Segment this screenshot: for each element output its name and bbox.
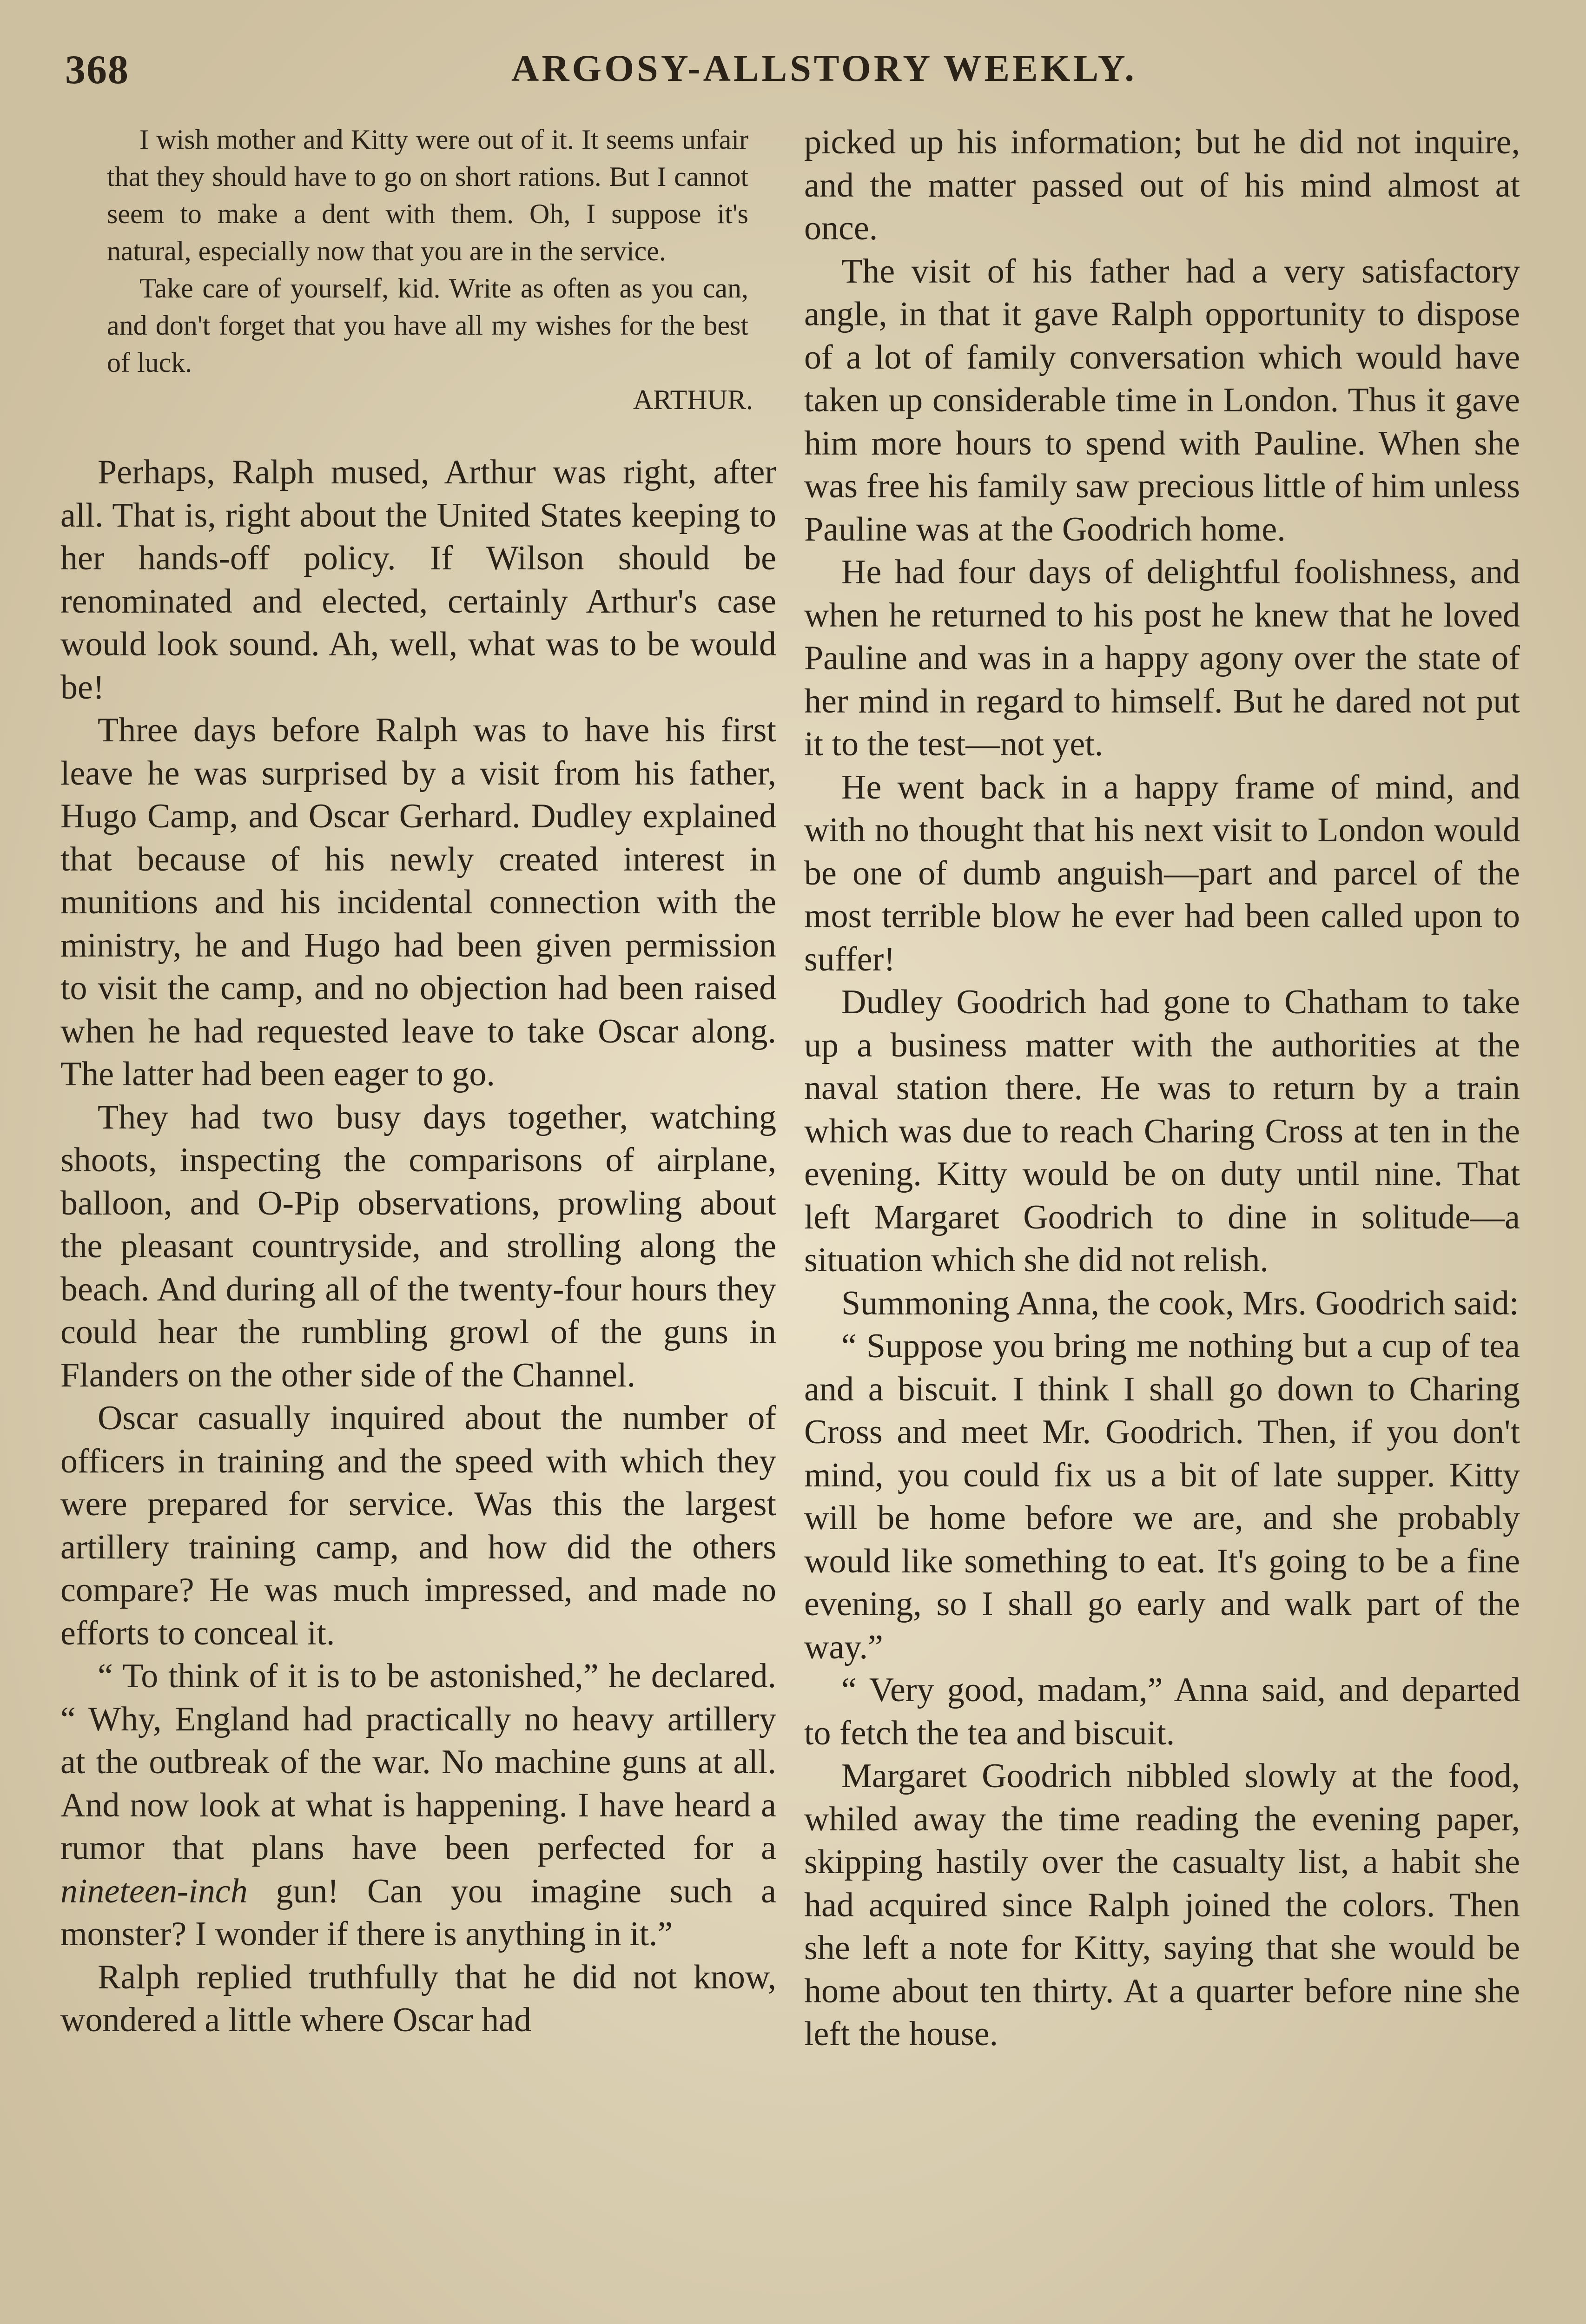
body-paragraph: “ Very good, madam,” Anna said, and departed to fetch the tea and biscuit. <box>804 1671 1520 1752</box>
running-head: ARGOSY-ALLSTORY WEEKLY. <box>511 47 1137 89</box>
quote-text: gun! Can you imagine such a monster? I wonder if there is anything in it.” <box>60 1872 776 1953</box>
body-paragraph: They had two busy days together, watching shoots, inspecting the comparisons of airplane, balloon, and O-Pip observations, prowling about the pleasant countryside, and strolling along the beach. And during all of the twenty-four hours they could hear the rumbling growl of the guns in Flanders on the other side of the Channel. <box>60 1098 776 1394</box>
body-paragraph: Dudley Goodrich had gone to Chatham to take up a business matter with the authorities at the naval station there. He was to return by a train which was due to reach Charing Cross at ten in the evening. Kitty would be on duty until nine. That left Margaret Goodrich to dine in solitude—a situation which she did not relish. <box>804 983 1520 1279</box>
body-paragraph: Perhaps, Ralph mused, Arthur was right, after all. That is, right about the United States keeping to her hands-off policy. If Wilson should be renominated and elected, certainly Arthur's case would look sound. Ah, well, what was to be would be! <box>60 453 776 706</box>
italic-text: nineteen-inch <box>60 1872 248 1910</box>
body-paragraph: Three days before Ralph was to have his first leave he was surprised by a visit from his father, Hugo Camp, and Oscar Gerhard. Dudley explained that because of his newly created interest in munitions and his incidental connection with the ministry, he and Hugo had been given permission to visit the camp, and no objection had been raised when he had requested leave to take Oscar along. The latter had been eager to go. <box>60 711 776 1093</box>
body-paragraph-quote <box>60 1655 776 1956</box>
body-paragraph: Ralph replied truthfully that he did not know, wondered a little where Oscar had <box>60 1958 776 2039</box>
body-paragraph: Margaret Goodrich nibbled slowly at the food, whiled away the time reading the evening paper, skipping hastily over the casualty list, a habit she had acquired since Ralph joined the colors. Then she left a note for Kitty, saying that she would be home about ten thirty. At a quarter before nine she left the house. <box>804 1757 1520 2053</box>
letter-paragraph: Take care of yourself, kid. Write as often as you can, and don't forget that you have all my wishes for the best of luck. <box>107 273 748 378</box>
right-column <box>804 121 1520 2056</box>
body-paragraph: The visit of his father had a very satisfactory angle, in that it gave Ralph opportunity to dispose of a lot of family conversation which would have taken up considerable time in London. Thus it gave him more hours to spend with Pauline. When she was free his family saw precious little of him unless Pauline was at the Goodrich home. <box>804 252 1520 548</box>
body-paragraph: He had four days of delightful foolishness, and when he returned to his post he knew that he loved Pauline and was in a happy agony over the state of her mind in regard to himself. But he dared not put it to the test—not yet. <box>804 553 1520 763</box>
body-paragraph: Summoning Anna, the cook, Mrs. Goodrich said: <box>841 1284 1519 1322</box>
letter-paragraph: I wish mother and Kitty were out of it. It seems unfair that they should have to go on short rations. But I cannot seem to make a dent with them. Oh, I suppose it's natural, especially now that you are in the service. <box>107 124 748 266</box>
body-paragraph: “ Suppose you bring me nothing but a cup of tea and a biscuit. I think I shall go down to Charing Cross and meet Mr. Goodrich. Then, if you don't mind, you could fix us a bit of late supper. Kitty will be home before we are, and she probably would like something to eat. It's going to be a fine evening, so I shall go early and walk part of the way.” <box>804 1327 1520 1666</box>
page-header <box>0 46 1586 107</box>
continued-paragraph: picked up his information; but he did not inquire, and the matter passed out of his mind almost at once. <box>804 123 1520 247</box>
left-column <box>60 121 776 2042</box>
letter-excerpt <box>60 121 776 381</box>
quote-text: “ To think of it is to be astonished,” he declared. “ Why, England had practically no heavy artillery at the outbreak of the war. No machine guns at all. And now look at what is happening. I have heard a rumor that plans have been perfected for a <box>60 1657 776 1867</box>
body-paragraph: He went back in a happy frame of mind, and with no thought that his next visit to London would be one of dumb anguish—part and parcel of the most terrible blow he ever had been called upon to suffer! <box>804 768 1520 978</box>
letter-signature: ARTHUR. <box>633 384 753 415</box>
body-paragraph: Oscar casually inquired about the number of officers in training and the speed with which they were prepared for service. Was this the largest artillery training camp, and how did the others compare? He was much impressed, and made no efforts to conceal it. <box>60 1399 776 1652</box>
page-number: 368 <box>65 47 129 92</box>
